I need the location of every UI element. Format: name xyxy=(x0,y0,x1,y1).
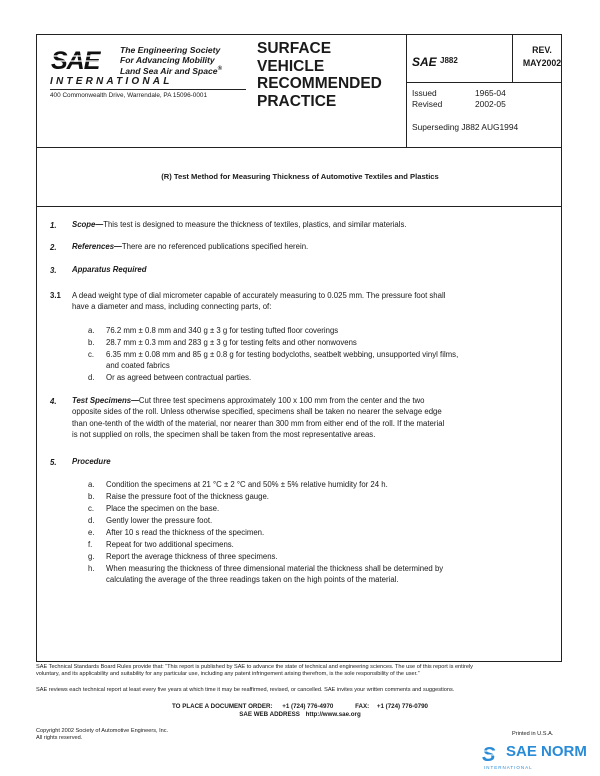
fax-label: FAX: xyxy=(355,703,370,710)
order-phone: +1 (724) 776-4970 xyxy=(282,703,334,710)
section-number: 2. xyxy=(50,243,57,252)
section-title: Procedure xyxy=(72,457,111,466)
rev-label: REV. xyxy=(532,45,552,55)
apparatus-text xyxy=(72,290,552,313)
title-divider xyxy=(36,206,562,207)
list-text xyxy=(106,563,443,586)
sae-norm-watermark xyxy=(482,740,598,774)
list-label: d. xyxy=(88,516,95,525)
list-label: d. xyxy=(88,373,95,382)
list-text: Report the average thickness of three specimens. xyxy=(106,552,278,561)
section-title: Apparatus Required xyxy=(72,265,147,274)
list-text xyxy=(106,349,458,372)
section-number: 3. xyxy=(50,266,57,275)
text-line: Cut three test specimens approximately 100 x 100 mm from the center and the two xyxy=(138,396,425,405)
list-label: e. xyxy=(88,528,95,537)
text-line: voluntary, and its applicability and suitability for any particular use, including any patent infringement arising therefrom, is the sole responsibility of the user.” xyxy=(36,671,420,677)
watermark-brand: SAE NORM xyxy=(506,743,587,760)
printed-note: Printed in U.S.A. xyxy=(512,731,554,737)
header-row-divider xyxy=(406,82,562,83)
fax-number: +1 (724) 776-0790 xyxy=(376,703,428,710)
text-line: calculating the average of the three readings taken on the high points of the material. xyxy=(106,575,399,585)
text-line: 76.2 mm ± 0.8 mm and 340 g ± 3 g for testing tufted floor coverings xyxy=(106,326,339,335)
list-label: c. xyxy=(88,350,95,359)
sae-mini-logo-icon xyxy=(412,55,438,67)
svg-text:SAE: SAE xyxy=(412,55,437,67)
text-line: 6.35 mm ± 0.08 mm and 85 g ± 0.8 g for testing bodycloths, seatbelt webbing, unsupported vinyl films, xyxy=(106,350,459,359)
section-number: 1. xyxy=(50,221,57,230)
text-line: and coated fabrics xyxy=(106,361,170,371)
svg-text:S: S xyxy=(482,744,496,766)
list-text: Condition the specimens at 21 °C ± 2 °C and 50% ± 5% relative humidity for 24 h. xyxy=(106,480,388,489)
revised-label: Revised xyxy=(412,99,443,109)
society-tagline xyxy=(120,46,222,77)
revised-value: 2002-05 xyxy=(475,99,506,109)
list-text: Place the specimen on the base. xyxy=(106,504,220,513)
order-info xyxy=(0,703,600,710)
section-text: There are no referenced publications specified herein. xyxy=(121,242,309,251)
web-info xyxy=(0,711,600,718)
section-title: References— xyxy=(72,242,122,251)
text-line: Or as agreed between contractual parties. xyxy=(106,373,252,382)
document-number: J882 xyxy=(440,56,458,65)
list-text: Repeat for two additional specimens. xyxy=(106,540,234,549)
sae-logo-icon xyxy=(50,48,116,72)
list-label: g. xyxy=(88,552,95,561)
title-line: SURFACE xyxy=(257,40,332,57)
section-title: Scope— xyxy=(72,220,104,229)
wordmark-rule xyxy=(50,89,246,90)
scope-section xyxy=(72,219,407,230)
list-text xyxy=(106,337,357,348)
web-address[interactable]: http://www.sae.org xyxy=(305,711,361,718)
title-line: RECOMMENDED xyxy=(257,75,382,92)
issued-value: 1965-04 xyxy=(475,88,506,98)
specimens-section xyxy=(72,395,552,441)
order-label: TO PLACE A DOCUMENT ORDER: xyxy=(172,703,273,710)
registered-mark: ® xyxy=(217,66,223,73)
list-text: After 10 s read the thickness of the specimen. xyxy=(106,528,265,537)
text-line: have a diameter and mass, including connecting parts, of: xyxy=(72,302,272,312)
subsection-number: 3.1 xyxy=(50,291,61,300)
section-number: 5. xyxy=(50,458,57,467)
text-line: All rights reserved. xyxy=(36,735,83,741)
review-note: SAE reviews each technical report at least every five years at which time it may be reaffirmed, revised, or cancelled. SAE invites your written comments and suggestions. xyxy=(36,687,455,693)
list-text xyxy=(106,372,251,383)
society-line: For Advancing Mobility xyxy=(120,54,215,65)
section-number: 4. xyxy=(50,397,57,406)
title-line: VEHICLE xyxy=(257,57,325,75)
copyright xyxy=(36,728,168,742)
watermark-sub: INTERNATIONAL xyxy=(484,765,533,770)
rev-date: MAY2002 xyxy=(522,58,562,68)
references-section xyxy=(72,241,308,252)
header-col-divider-1 xyxy=(406,34,407,147)
list-text: Raise the pressure foot of the thickness gauge. xyxy=(106,492,269,501)
list-label: b. xyxy=(88,492,95,501)
society-line: Land Sea Air and Space xyxy=(120,66,218,77)
text-line: than one-tenth of the width of the material, nor nearer than 300 mm from either end of the roll. If the material xyxy=(72,418,445,428)
society-address: 400 Commonwealth Drive, Warrendale, PA 15096-0001 xyxy=(50,92,208,99)
section-title: Test Specimens— xyxy=(72,396,139,405)
international-wordmark: INTERNATIONAL xyxy=(50,76,173,87)
text-line: 28.7 mm ± 0.3 mm and 283 g ± 3 g for testing felts and other nonwovens xyxy=(106,338,357,347)
list-label: b. xyxy=(88,338,95,347)
watermark-logo-icon xyxy=(482,742,508,766)
text-line: When measuring the thickness of three dimensional material the thickness shall be determined by xyxy=(106,564,444,573)
text-line: opposite sides of the roll. Unless otherwise specified, specimens shall be taken no nearer the selvage edge xyxy=(72,407,442,417)
web-label: SAE WEB ADDRESS xyxy=(239,711,300,718)
society-line: The Engineering Society xyxy=(120,45,221,55)
header-divider xyxy=(36,147,562,148)
list-label: h. xyxy=(88,564,95,573)
section-text: This test is designed to measure the thickness of textiles, plastics, and similar materials. xyxy=(103,220,407,229)
list-text xyxy=(106,325,338,336)
text-line: Copyright 2002 Society of Automotive Engineers, Inc. xyxy=(36,728,169,734)
text-line: A dead weight type of dial micrometer capable of accurately measuring to 0.025 mm. The pressure foot shall xyxy=(72,291,446,300)
standards-rules-note xyxy=(36,664,562,678)
list-label: c. xyxy=(88,504,95,513)
list-label: f. xyxy=(88,540,93,549)
superseding-note: Superseding J882 AUG1994 xyxy=(412,122,519,132)
title-line: PRACTICE xyxy=(257,92,337,110)
svg-text:SAE: SAE xyxy=(51,48,100,72)
text-line: is not supplied on rolls, the specimen shall be taken from the most representative areas. xyxy=(72,430,376,440)
document-title: (R) Test Method for Measuring Thickness of Automotive Textiles and Plastics xyxy=(161,172,439,181)
list-label: a. xyxy=(88,480,95,489)
document-type-title xyxy=(257,40,382,110)
issued-label: Issued xyxy=(412,88,437,98)
list-text: Gently lower the pressure foot. xyxy=(106,516,213,525)
text-line: SAE Technical Standards Board Rules provide that: “This report is published by SAE to advance the state of technical and engineering sciences. The use of this report is entirely xyxy=(36,664,473,670)
list-label: a. xyxy=(88,326,95,335)
